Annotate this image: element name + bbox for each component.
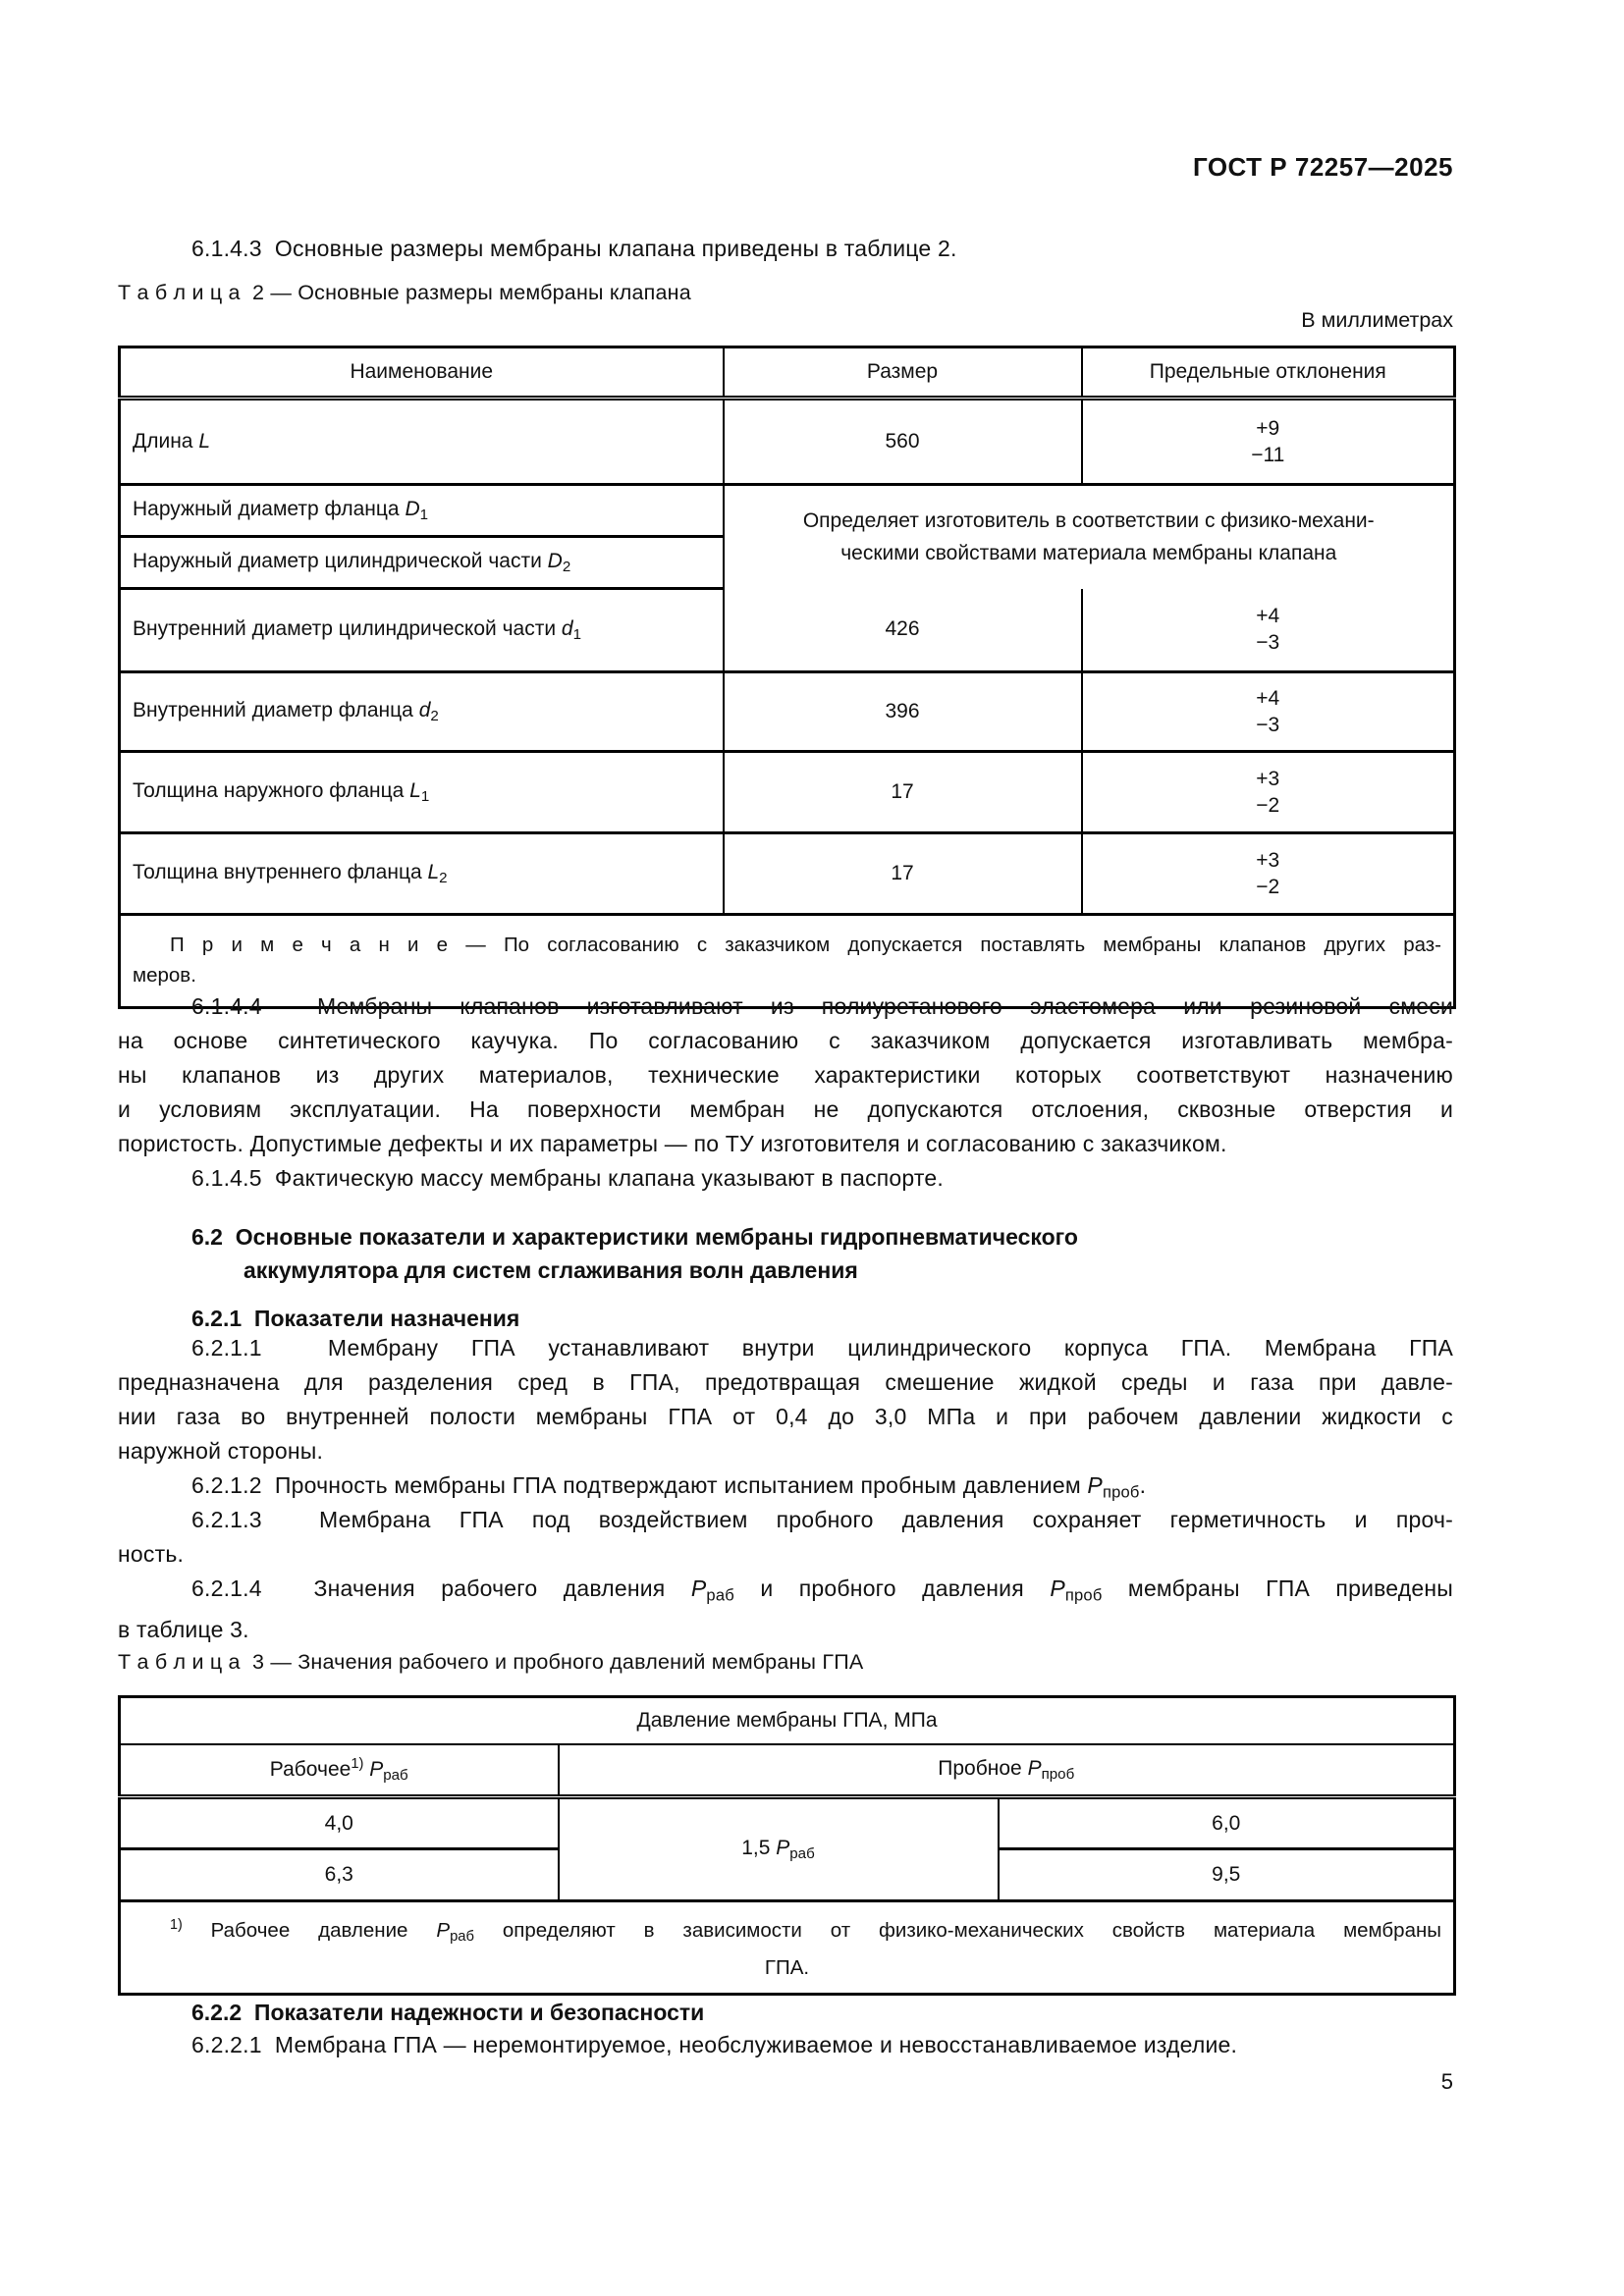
table-row <box>120 485 1455 537</box>
table2-cell-deviation: +9 −11 <box>1082 399 1455 485</box>
heading-6-2: 6.2 Основные показатели и характеристики мембраны гидропневматического аккумулятора для систем сглаживания волн давления <box>191 1224 1078 1283</box>
paragraph-6-1-4-5: 6.1.4.5 Фактическую массу мембраны клапана указывают в паспорте. <box>191 1165 944 1191</box>
table2-header-name: Наименование <box>120 347 724 399</box>
table2-header-row <box>120 347 1455 399</box>
page-header-standard-number: ГОСТ Р 72257—2025 <box>1192 152 1453 182</box>
variable-L: L <box>198 430 211 453</box>
variable-d2: d <box>418 698 431 721</box>
table3-cell-proof-1: 6,0 <box>999 1797 1455 1849</box>
variable-P-rab: P <box>690 1575 707 1601</box>
table3-footnote-row <box>120 1901 1455 1995</box>
table3-cell-proof-2: 9,5 <box>999 1849 1455 1901</box>
table-row <box>120 672 1455 752</box>
table2-cell-deviation: +4 −3 <box>1082 589 1455 672</box>
table2-cell-deviation: +3 −2 <box>1082 752 1455 833</box>
paragraph-6-1-4-3: 6.1.4.3 Основные размеры мембраны клапана приведены в таблице 2. <box>191 236 957 261</box>
table3-cell-working-1: 4,0 <box>120 1797 559 1849</box>
table2-valve-membrane-dimensions <box>118 346 1456 1009</box>
table2-cell-name: Толщина внутреннего фланца $L_2$ <box>120 833 724 915</box>
table3-header-proof: Пробное $P_{проб}$ <box>559 1744 1455 1797</box>
table-row <box>120 399 1455 485</box>
variable-L2: L <box>427 860 440 883</box>
paragraph-6-2-1-2: 6.2.1.2 Прочность мембраны ГПА подтверждают испытанием пробным давлением $P_{проб}$. <box>191 1472 1147 1502</box>
page-number: 5 <box>1440 2069 1453 2094</box>
table3-cell-factor: 1,5 $P_{раб}$ <box>559 1797 999 1901</box>
table2-cell-name: Толщина наружного фланца $L_1$ <box>120 752 724 833</box>
table2-cell-size: 17 <box>724 833 1082 915</box>
variable-P-rab: P <box>369 1757 384 1781</box>
paragraph-6-2-1-4: 6.2.1.4 Значения рабочего давления $P_{раб}$ и пробного давления $P_{проб}$ мембраны ГПА приведены в таблице 3. <box>118 1575 1454 1642</box>
variable-P-prob: P <box>1087 1472 1103 1498</box>
table2-header-size: Размер <box>724 347 1082 399</box>
paragraph-6-1-4-4: 6.1.4.4 Мембраны клапанов изготавливают из полиуретанового эластомера или резиновой смеси на основе синтетического каучука. По согласованию с заказчиком допускается изготавливать мембра- ны клапанов из других материалов, технические характеристики которых соответствуют назначению и условиям эксплуатации. На поверхности мембран не допускаются отслоения, сквозные отверстия и пористость. Допустимые дефекты и их параметры — по ТУ изготовителя и согласованию с заказчиком. 6.1.4.5 Фактическую массу мембраны клапана указывают в паспорте. <box>118 989 1453 1196</box>
table2-cell-deviation: +4 −3 <box>1082 672 1455 752</box>
table2-container <box>118 346 1453 1009</box>
table2-cell-name: Внутренний диаметр фланца $d_2$ <box>120 672 724 752</box>
table2-header-deviations: Предельные отклонения <box>1082 347 1455 399</box>
table-row <box>120 1797 1455 1849</box>
table2-cell-size: 17 <box>724 752 1082 833</box>
variable-P-rab: P <box>776 1836 790 1859</box>
table2-cell-deviation: +3 −2 <box>1082 833 1455 915</box>
table-row <box>120 752 1455 833</box>
table2-cell-size: 426 <box>724 589 1082 672</box>
variable-d1: d <box>561 616 573 640</box>
table2-cell-size: 560 <box>724 399 1082 485</box>
paragraph-6-2-1-1: 6.2.1.1 Мембрану ГПА устанавливают внутри цилиндрического корпуса ГПА. Мембрана ГПА предназначена для разделения сред в ГПА, предотвращая смешение жидкой среды и газа при давле- нии газа во внутренней полости мембраны ГПА от 0,4 до 3,0 МПа и при рабочем давлении жидкости с наружной стороны. <box>118 1335 1453 1464</box>
heading-6-2-2: 6.2.2 Показатели надежности и безопасности <box>191 2000 705 2025</box>
table2-units-label: В миллиметрах <box>1301 308 1453 332</box>
variable-P-prob: P <box>1050 1575 1065 1601</box>
heading-6-2-1: 6.2.1 Показатели назначения <box>191 1306 520 1331</box>
table2-caption: Т а б л и ц а 2 — Основные размеры мембраны клапана <box>118 281 691 304</box>
table2-cell-name: Наружный диаметр цилиндрической части $D_2$ <box>120 537 724 589</box>
variable-L1: L <box>409 778 421 802</box>
table2-cell-name: Длина L <box>120 399 724 485</box>
table2-cell-size: 396 <box>724 672 1082 752</box>
variable-P-prob: P <box>1027 1756 1042 1780</box>
table3-container <box>118 1695 1453 1996</box>
table3-footnote: $^{1)}$ Рабочее давление $P_{раб}$ определяют в зависимости от физико-механических свойств материала мембраны ГПА. <box>120 1901 1455 1995</box>
variable-P-rab: P <box>436 1918 451 1942</box>
table3-title-cell: Давление мембраны ГПА, МПа <box>120 1697 1455 1745</box>
table3-header-row <box>120 1744 1455 1797</box>
table2-merged-manufacturer-cell: Определяет изготовитель в соответствии с физико-механи- ческими свойствами материала мембраны клапана <box>724 485 1455 589</box>
variable-D1: D <box>405 497 420 520</box>
paragraph-6-2-2-1: 6.2.2.1 Мембрана ГПА — неремонтируемое, необслуживаемое и невосстанавливаемое изделие. <box>191 2032 1238 2057</box>
table3-header-working: Рабочее$^{1)}$ $P_{раб}$ <box>120 1744 559 1797</box>
variable-D2: D <box>547 549 563 572</box>
table2-cell-name: Внутренний диаметр цилиндрической части $d_1$ <box>120 589 724 672</box>
table3-cell-working-2: 6,3 <box>120 1849 559 1901</box>
table-row <box>120 833 1455 915</box>
table2-note: П р и м е ч а н и е — По согласованию с заказчиком допускается поставлять мембраны клапанов других раз- меров. <box>120 915 1455 1008</box>
table3-gpa-membrane-pressures <box>118 1695 1456 1996</box>
table3-caption: Т а б л и ц а 3 — Значения рабочего и пробного давлений мембраны ГПА <box>118 1650 864 1674</box>
paragraph-6-2-1-3: 6.2.1.3 Мембрана ГПА под воздействием пробного давления сохраняет герметичность и проч- ность. <box>118 1507 1453 1567</box>
table2-cell-name: Наружный диаметр фланца $D_1$ <box>120 485 724 537</box>
table-row <box>120 589 1455 672</box>
table3-title-row <box>120 1697 1455 1745</box>
